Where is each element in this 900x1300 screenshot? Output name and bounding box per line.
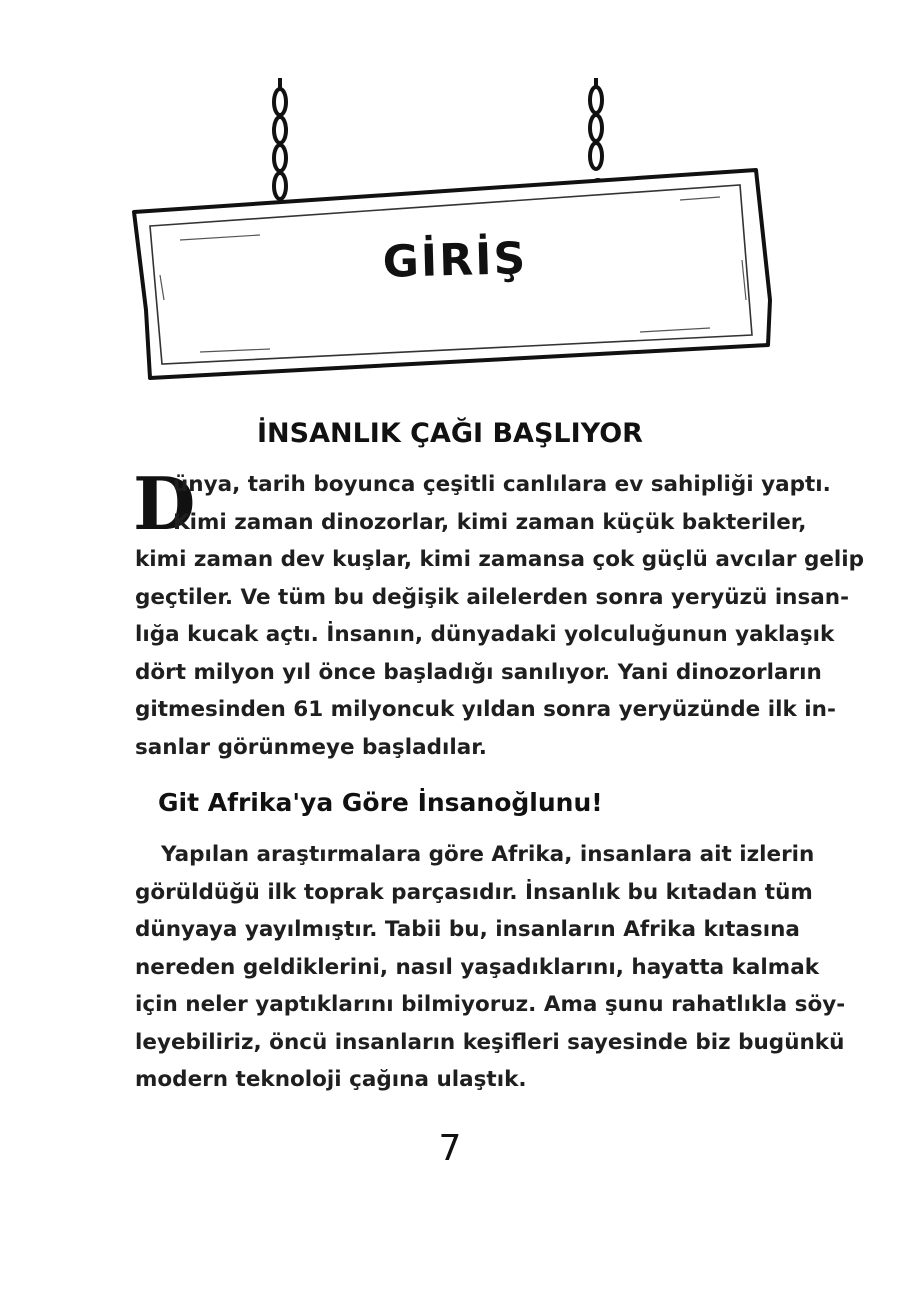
paragraph-line: Kimi zaman dinozorlar, kimi zaman küçük bakteriler, (173, 509, 807, 535)
paragraph-line: sanlar görünmeye başladılar. (135, 734, 487, 760)
right-chain-icon (590, 78, 603, 190)
paragraph-line: için neler yaptıklarını bilmiyoruz. Ama şunu rahatlıkla söy- (135, 992, 846, 1017)
hanging-sign (120, 60, 790, 400)
sign-title: GİRİŞ (382, 233, 528, 288)
paragraph-line: modern teknoloji çağına ulaştık. (135, 1067, 527, 1092)
paragraph-line: nereden geldiklerini, nasıl yaşadıklarını, hayatta kalmak (135, 954, 820, 980)
paragraph-line: geçtiler. Ve tüm bu değişik ailelerden sonra yeryüzü insan- (135, 584, 850, 610)
paragraph-line: lığa kucak açtı. İnsanın, dünyadaki yolculuğunun yaklaşık (135, 622, 835, 647)
section-heading: İNSANLIK ÇAĞI BAŞLIYOR (257, 418, 643, 449)
drop-cap: D (133, 461, 196, 546)
paragraph-line: dünyaya yayılmıştır. Tabii bu, insanların Afrika kıtasına (135, 917, 800, 942)
subsection-heading: Git Afrika'ya Göre İnsanoğlunu! (158, 788, 603, 817)
page-number: 7 (438, 1128, 462, 1169)
paragraph-line: gitmesinden 61 milyoncuk yıldan sonra yeryüzünde ilk in- (135, 697, 836, 722)
paragraph-2 (135, 836, 846, 1099)
paragraph-line: kimi zaman dev kuşlar, kimi zamansa çok güçlü avcılar gelip (135, 547, 865, 572)
paragraph-line: dört milyon yıl önce başladığı sanılıyor. Yani dinozorların (135, 659, 822, 685)
paragraph-line: ünya, tarih boyunca çeşitli canlılara ev sahipliği yaptı. (173, 472, 831, 497)
paragraph-line: görüldüğü ilk toprak parçasıdır. İnsanlık bu kıtadan tüm (135, 879, 813, 905)
paragraph-line: leyebiliriz, öncü insanların keşifleri sayesinde biz bugünkü (135, 1029, 845, 1055)
paragraph-line: Yapılan araştırmalara göre Afrika, insanlara ait izlerin (161, 842, 815, 867)
left-chain-icon (274, 78, 287, 215)
paragraph-1 (133, 461, 865, 766)
